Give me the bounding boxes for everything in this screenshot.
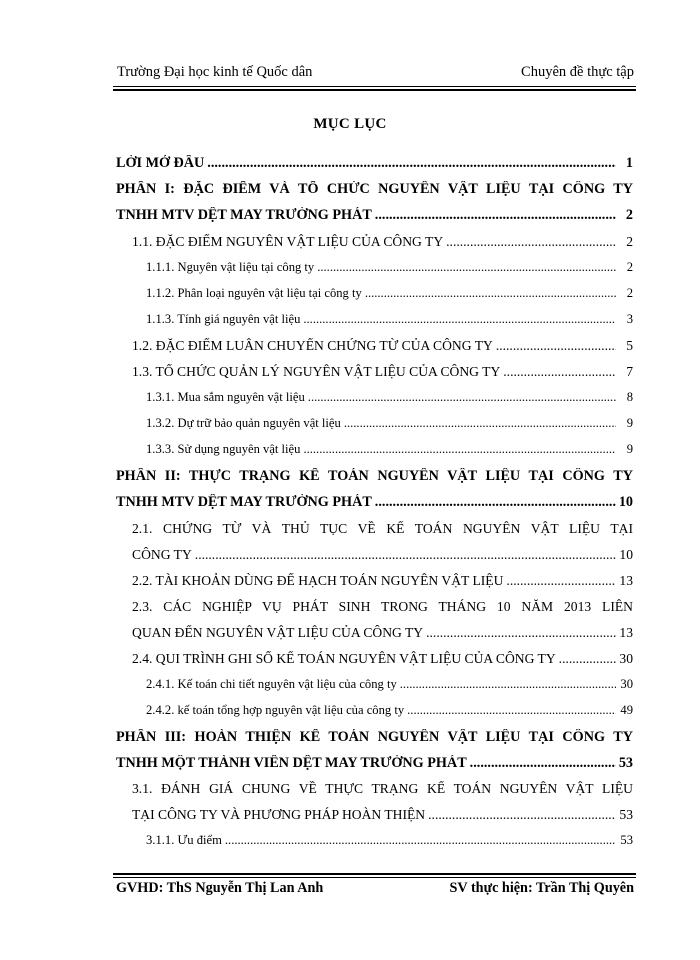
toc-page-number: 10	[618, 494, 633, 510]
toc-page-number: 53	[620, 833, 633, 847]
toc-dot-leader	[207, 155, 616, 172]
footer-supervisor: GVHD: ThS Nguyễn Thị Lan Anh	[116, 880, 324, 896]
toc-entry-title: TẠI CÔNG TY VÀ PHƯƠNG PHÁP HOÀN THIỆN	[132, 807, 426, 822]
toc-entry[interactable]	[116, 155, 633, 172]
toc-entry-title: 1.3.3. Sử dụng nguyên vật liệu	[146, 442, 301, 456]
toc-entry-title: 1.3.1. Mua sắm nguyên vật liệu	[146, 390, 305, 404]
toc-entry[interactable]	[116, 781, 633, 797]
toc-entry-title: PHẦN III: HOÀN THIỆN KẾ TOÁN NGUYÊN VẬT LIỆU TẠI CÔNG TY	[116, 729, 633, 745]
toc-dot-leader	[344, 416, 616, 431]
toc-entry[interactable]	[116, 286, 633, 301]
toc-page-number: 2	[626, 234, 633, 249]
toc-entry[interactable]	[116, 468, 633, 485]
toc-entry-title: 2.4. QUI TRÌNH GHI SỔ KẾ TOÁN NGUYÊN VẬT LIỆU CỦA CÔNG TY	[132, 651, 556, 666]
toc-entry[interactable]	[116, 833, 633, 848]
toc-entry[interactable]	[116, 312, 633, 327]
toc-entry[interactable]	[116, 625, 633, 641]
toc-entry-title: TNHH MTV DỆT MAY TRƯỜNG PHÁT	[116, 207, 372, 223]
toc-entry-title: TNHH MTV DỆT MAY TRƯỜNG PHÁT	[116, 494, 372, 510]
toc-entry[interactable]	[116, 807, 633, 823]
header-rule-thick	[113, 89, 636, 91]
toc-entry[interactable]	[116, 364, 633, 380]
toc-entry-title: 1.1. ĐẶC ĐIỂM NGUYÊN VẬT LIỆU CỦA CÔNG TY	[132, 234, 444, 249]
toc-page-number: 53	[619, 807, 633, 822]
toc-entry[interactable]	[116, 390, 633, 405]
header-report-type: Chuyên đề thực tập	[521, 64, 634, 80]
toc-dot-leader	[426, 625, 616, 641]
toc-dot-leader	[428, 807, 616, 823]
toc-entry[interactable]	[116, 234, 633, 250]
toc-entry[interactable]	[116, 338, 633, 354]
toc-entry-title: 3.1.1. Ưu điểm	[146, 833, 222, 847]
footer-rule	[113, 877, 636, 878]
toc-page-number: 2	[626, 286, 633, 300]
toc-dot-leader	[195, 547, 616, 563]
toc-dot-leader	[470, 755, 616, 772]
toc-page-number: 13	[619, 573, 633, 588]
toc-page-number: 2	[626, 260, 633, 274]
page-title: MỤC LỤC	[313, 116, 387, 132]
toc-dot-leader	[303, 442, 616, 457]
toc-entry-title: 2.4.2. kế toán tổng hợp nguyên vật liệu của công ty	[146, 703, 405, 717]
toc-page-number: 1	[625, 155, 633, 171]
toc-entry[interactable]	[116, 416, 633, 431]
toc-entry[interactable]	[116, 651, 633, 667]
header-university: Trường Đại học kinh tế Quốc dân	[117, 64, 313, 80]
toc-entry-title: 2.1. CHỨNG TỪ VÀ THỦ TỤC VỀ KẾ TOÁN NGUYÊN VẬT LIỆU TẠI	[132, 521, 633, 536]
toc-entry[interactable]	[116, 260, 633, 275]
toc-entry-title: 1.2. ĐẶC ĐIỂM LUÂN CHUYỂN CHỨNG TỪ CỦA CÔNG TY	[132, 338, 493, 353]
toc-entry[interactable]	[116, 181, 633, 198]
toc-entry-title: CÔNG TY	[132, 547, 192, 562]
header-rule	[113, 86, 636, 87]
toc-page-number: 8	[626, 390, 633, 404]
toc-entry[interactable]	[116, 547, 633, 563]
toc-entry-title: 1.1.3. Tính giá nguyên vật liệu	[146, 312, 301, 326]
toc-dot-leader	[506, 573, 616, 589]
toc-page-number: 2	[625, 207, 633, 223]
toc-entry[interactable]	[116, 521, 633, 537]
toc-entry-title: 2.3. CÁC NGHIỆP VỤ PHÁT SINH TRONG THÁNG 10 NĂM 2013 LIÊN	[132, 599, 633, 614]
toc-entry-title: PHẦN II: THỰC TRẠNG KẾ TOÁN NGUYÊN VẬT LIỆU TẠI CÔNG TY	[116, 468, 633, 484]
toc-entry[interactable]	[116, 677, 633, 692]
toc-page-number: 49	[620, 703, 633, 717]
toc-entry-title: 1.1.1. Nguyên vật liệu tại công ty	[146, 260, 315, 274]
toc-entry-title: 2.2. TÀI KHOẢN DÙNG ĐỂ HẠCH TOÁN NGUYÊN VẬT LIỆU	[132, 573, 504, 588]
toc-dot-leader	[375, 494, 616, 511]
toc-entry-title: QUAN ĐẾN NGUYÊN VẬT LIỆU CỦA CÔNG TY	[132, 625, 424, 640]
toc-page-number: 9	[626, 416, 633, 430]
toc-entry[interactable]	[116, 207, 633, 224]
toc-entry[interactable]	[116, 573, 633, 589]
toc-dot-leader	[407, 703, 616, 718]
toc-dot-leader	[225, 833, 616, 848]
toc-dot-leader	[303, 312, 616, 327]
toc-dot-leader	[400, 677, 616, 692]
page-footer	[116, 880, 634, 897]
toc-page-number: 9	[626, 442, 633, 456]
toc-dot-leader	[317, 260, 616, 275]
toc-entry-title: LỜI MỞ ĐẦU	[116, 155, 205, 171]
toc-dot-leader	[308, 390, 616, 405]
toc-entry-title: TNHH MỘT THÀNH VIÊN DỆT MAY TRƯỜNG PHÁT	[116, 755, 467, 771]
toc-entry-title: 1.3. TỔ CHỨC QUẢN LÝ NGUYÊN VẬT LIỆU CỦA CÔNG TY	[132, 364, 501, 379]
toc-page-number: 30	[619, 651, 633, 666]
toc-entry-title: PHẦN I: ĐẶC ĐIỂM VÀ TỔ CHỨC NGUYÊN VẬT LIỆU TẠI CÔNG TY	[116, 181, 633, 197]
toc-entry-title: 1.3.2. Dự trữ bảo quản nguyên vật liệu	[146, 416, 341, 430]
toc-entry[interactable]	[116, 494, 633, 511]
toc-dot-leader	[559, 651, 616, 667]
toc-entry-title: 1.1.2. Phân loại nguyên vật liệu tại công ty	[146, 286, 362, 300]
toc-dot-leader	[496, 338, 616, 354]
toc-entry[interactable]	[116, 729, 633, 746]
toc-dot-leader	[365, 286, 616, 301]
toc-entry[interactable]	[116, 442, 633, 457]
toc-entry[interactable]	[116, 703, 633, 718]
toc-dot-leader	[375, 207, 616, 224]
toc-entry[interactable]	[116, 755, 633, 772]
toc-dot-leader	[446, 234, 616, 250]
toc-page-number: 5	[626, 338, 633, 353]
page-header	[117, 64, 634, 84]
toc-page-number: 10	[619, 547, 633, 562]
footer-student: SV thực hiện: Trần Thị Quyên	[449, 880, 634, 896]
toc-page-number: 3	[626, 312, 633, 326]
toc-page-number: 30	[620, 677, 633, 691]
toc-page-number: 7	[626, 364, 633, 379]
toc-entry[interactable]	[116, 599, 633, 615]
toc-entry-title: 3.1. ĐÁNH GIÁ CHUNG VỀ THỰC TRẠNG KẾ TOÁN NGUYÊN VẬT LIỆU	[132, 781, 633, 796]
toc-page-number: 53	[618, 755, 633, 771]
toc-dot-leader	[503, 364, 616, 380]
footer-rule-thick	[113, 873, 636, 875]
toc-entry-title: 2.4.1. Kế toán chi tiết nguyên vật liệu của công ty	[146, 677, 397, 691]
toc-page-number: 13	[619, 625, 633, 640]
